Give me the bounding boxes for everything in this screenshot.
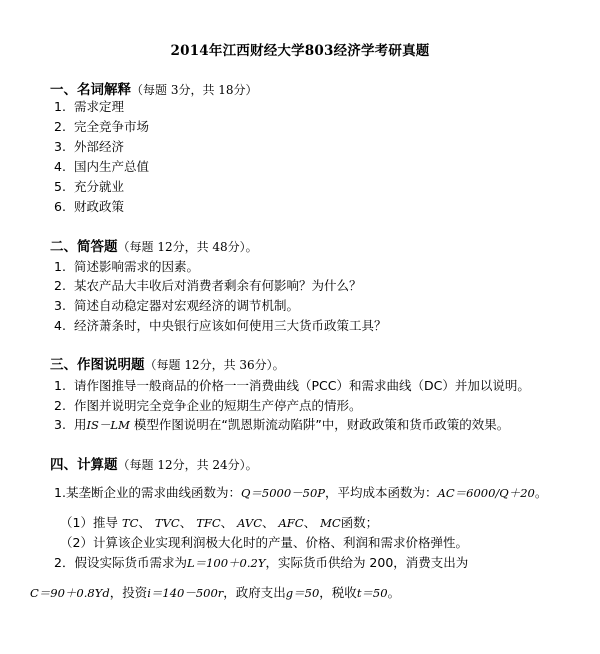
calc-question-2-continued bbox=[30, 583, 400, 601]
calc-sub-question-1 bbox=[60, 513, 378, 531]
sub-question-text: 函数； bbox=[340, 515, 379, 530]
list-item: 3. 外部经济 bbox=[54, 139, 125, 154]
item-text: 充分就业 bbox=[74, 179, 125, 194]
item-text: 某农产品大丰收后对消费者剩余有何影响？为什么？ bbox=[74, 278, 362, 293]
math-term: MC bbox=[320, 516, 341, 530]
list-item: 4. 国内生产总值 bbox=[54, 159, 150, 174]
calc-sub-question-2: （2）计算该企业实现利润极大化时的产量、价格、利润和需求价格弹性。 bbox=[60, 535, 468, 550]
section-name: 四、计算题 bbox=[50, 457, 118, 473]
math-term: TC bbox=[121, 516, 139, 530]
cost-equation: AC＝6000/Q＋20 bbox=[437, 486, 535, 500]
separator: 、 bbox=[179, 515, 193, 530]
demand-equation: Q＝5000－50P bbox=[240, 486, 326, 500]
government-spending-equation: g＝50 bbox=[285, 586, 320, 600]
list-item: 4. 经济萧条时，中央银行应该如何使用三大货币政策工具？ bbox=[54, 318, 387, 333]
section-heading-3 bbox=[50, 353, 285, 373]
question-number: 2． bbox=[54, 555, 75, 570]
section-name: 一、名词解释 bbox=[50, 82, 131, 98]
item-text: 简述自动稳定器对宏观经济的调节机制。 bbox=[74, 298, 300, 313]
separator: 、 bbox=[138, 515, 151, 530]
separator: 、 bbox=[303, 515, 317, 530]
math-term: TVC bbox=[154, 516, 180, 530]
item-text: 需求定理 bbox=[74, 99, 125, 114]
list-item: 1. 请作图推导一般商品的价格一一消费曲线（PCC）和需求曲线（DC）并加以说明。 bbox=[54, 378, 530, 393]
money-demand-equation: L＝100＋0.2Y bbox=[186, 556, 266, 570]
math-term: TFC bbox=[196, 516, 221, 530]
question-text: ，平均成本函数为： bbox=[325, 485, 438, 500]
section-name: 二、简答题 bbox=[50, 239, 118, 255]
sub-question-text: （1）推导 bbox=[60, 515, 118, 530]
question-end: 。 bbox=[534, 485, 548, 500]
question-end: 。 bbox=[387, 585, 401, 600]
item-text: 经济萧条时，中央银行应该如何使用三大货币政策工具？ bbox=[74, 318, 387, 333]
item-text: 财政政策 bbox=[74, 199, 125, 214]
page-title: 2014年江西财经大学803经济学考研真题 bbox=[170, 43, 430, 59]
calc-question-2 bbox=[54, 553, 468, 571]
question-text: 假设实际货币需求为 bbox=[74, 555, 187, 570]
item-text: 作图并说明完全竞争企业的短期生产停产点的情形。 bbox=[74, 398, 362, 413]
section-note: （每题 12分，共 36分）。 bbox=[144, 358, 285, 372]
consumption-equation: C＝90＋0.8Yd bbox=[30, 586, 110, 600]
list-item: 1. 简述影响需求的因素。 bbox=[54, 259, 200, 274]
math-term: AFC bbox=[278, 516, 304, 530]
section-note: （每题 3分，共 18分） bbox=[131, 83, 258, 97]
question-text: 某垄断企业的需求曲线函数为： bbox=[65, 485, 241, 500]
question-number: 1. bbox=[54, 485, 66, 500]
separator: 、 bbox=[220, 515, 234, 530]
list-item: 1. 需求定理 bbox=[54, 99, 125, 114]
list-item: 5. 充分就业 bbox=[54, 179, 125, 194]
math-term: AVC bbox=[237, 516, 262, 530]
list-item: 2. 完全竞争市场 bbox=[54, 119, 150, 134]
question-text: ，政府支出 bbox=[223, 585, 286, 600]
question-text: ，投资 bbox=[109, 585, 148, 600]
section-heading-2 bbox=[50, 235, 258, 255]
list-item: 6. 财政政策 bbox=[54, 199, 125, 214]
item-text-post: 模型作图说明在“凯恩斯流动陷阱”中，财政政策和货币政策的效果。 bbox=[133, 417, 510, 432]
investment-equation: i＝140－500r bbox=[147, 586, 224, 600]
question-text: ，实际货币供给为 200，消费支出为 bbox=[265, 555, 469, 570]
calc-question-1 bbox=[54, 483, 547, 501]
question-text: ，税收 bbox=[319, 585, 357, 600]
section-heading-1 bbox=[50, 78, 258, 98]
section-name: 三、作图说明题 bbox=[50, 357, 145, 373]
list-item: 2. 某农产品大丰收后对消费者剩余有何影响？为什么？ bbox=[54, 278, 362, 293]
item-text: 外部经济 bbox=[74, 139, 125, 154]
item-text: 国内生产总值 bbox=[74, 159, 150, 174]
list-item: 2. 作图并说明完全竞争企业的短期生产停产点的情形。 bbox=[54, 398, 362, 413]
list-item: 3. 简述自动稳定器对宏观经济的调节机制。 bbox=[54, 298, 300, 313]
section-note: （每题 12分，共 24分）。 bbox=[117, 458, 258, 472]
separator: 、 bbox=[262, 515, 275, 530]
section-heading-4 bbox=[50, 453, 258, 473]
item-text-pre: 用 bbox=[74, 417, 87, 432]
item-text: 简述影响需求的因素。 bbox=[74, 259, 200, 274]
list-item: 3. 用IS－LM 模型作图说明在“凯恩斯流动陷阱”中，财政政策和货币政策的效果。 bbox=[54, 417, 510, 432]
item-text: 请作图推导一般商品的价格一一消费曲线（PCC）和需求曲线（DC）并加以说明。 bbox=[74, 378, 530, 393]
tax-equation: t＝50 bbox=[356, 586, 388, 600]
section-note: （每题 12分，共 48分）。 bbox=[117, 240, 258, 254]
model-name: IS－LM bbox=[86, 418, 130, 432]
item-text: 完全竞争市场 bbox=[74, 119, 150, 134]
